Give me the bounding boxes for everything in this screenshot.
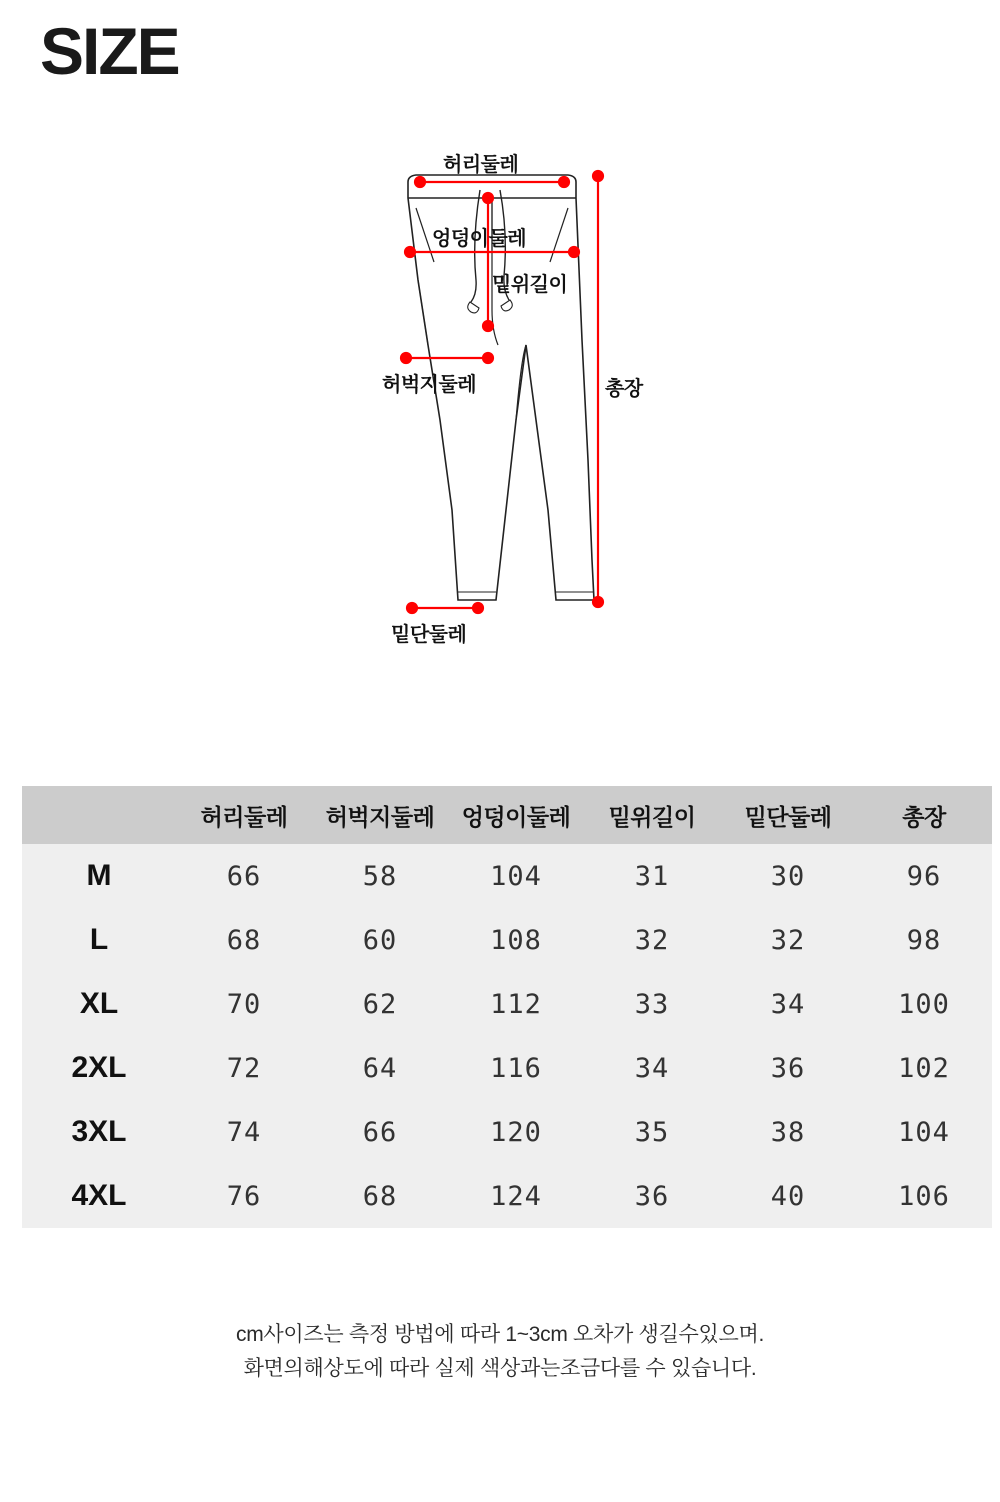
header-rise: 밑위길이 [584, 786, 720, 844]
header-thigh: 허벅지둘레 [312, 786, 448, 844]
cell-size: 2XL [71, 1051, 127, 1084]
note-line-1: cm사이즈는 측정 방법에 따라 1~3cm 오차가 생길수있으며. [236, 1323, 764, 1346]
cell-total: 106 [898, 1180, 950, 1212]
cell-total: 104 [898, 1116, 950, 1148]
cell-rise: 32 [634, 924, 670, 956]
header-hip: 엉덩이둘레 [448, 786, 584, 844]
cell-hem: 34 [770, 988, 806, 1020]
table-row [22, 1036, 992, 1100]
cell-hip: 116 [490, 1052, 542, 1084]
cell-rise: 36 [634, 1180, 670, 1212]
cell-total: 96 [906, 860, 942, 892]
cell-waist: 66 [226, 860, 262, 892]
label-waist: 허리둘레 [443, 154, 519, 176]
table-row [22, 1164, 992, 1228]
cell-rise: 31 [634, 860, 670, 892]
cell-hem: 38 [770, 1116, 806, 1148]
cell-hem: 32 [770, 924, 806, 956]
note-line-2: 화면의해상도에 따라 실제 색상과는조금다를 수 있습니다. [243, 1357, 757, 1380]
page-title: SIZE [40, 14, 179, 88]
cell-waist: 68 [226, 924, 262, 956]
cell-waist: 70 [226, 988, 262, 1020]
cell-thigh: 60 [362, 924, 398, 956]
table-row [22, 908, 992, 972]
table-header [22, 786, 992, 844]
cell-size: 3XL [71, 1115, 127, 1148]
cell-hip: 108 [490, 924, 542, 956]
cell-total: 102 [898, 1052, 950, 1084]
cell-thigh: 64 [362, 1052, 398, 1084]
header-waist: 허리둘레 [176, 786, 312, 844]
cell-rise: 34 [634, 1052, 670, 1084]
table-header-row [22, 786, 992, 844]
cell-rise: 35 [634, 1116, 670, 1148]
cell-size: M [86, 859, 112, 892]
label-total-length: 총장 [605, 378, 643, 400]
cell-waist: 74 [226, 1116, 262, 1148]
cell-waist: 76 [226, 1180, 262, 1212]
cell-thigh: 66 [362, 1116, 398, 1148]
cell-hip: 112 [490, 988, 542, 1020]
cell-size: L [89, 923, 109, 956]
label-rise: 밑위길이 [492, 274, 568, 296]
cell-size: 4XL [71, 1179, 127, 1212]
cell-rise: 33 [634, 988, 670, 1020]
label-hem: 밑단둘레 [391, 624, 467, 646]
cell-hem: 30 [770, 860, 806, 892]
cell-thigh: 68 [362, 1180, 398, 1212]
cell-hip: 120 [490, 1116, 542, 1148]
label-hip: 엉덩이둘레 [432, 228, 527, 250]
header-hem: 밑단둘레 [720, 786, 856, 844]
cell-size: XL [79, 987, 119, 1020]
table-body [22, 844, 992, 1228]
disclaimer-note [0, 1318, 1000, 1386]
cell-total: 98 [906, 924, 942, 956]
cell-hem: 36 [770, 1052, 806, 1084]
cell-thigh: 62 [362, 988, 398, 1020]
cell-thigh: 58 [362, 860, 398, 892]
cell-hem: 40 [770, 1180, 806, 1212]
cell-hip: 104 [490, 860, 542, 892]
table-row [22, 972, 992, 1036]
cell-waist: 72 [226, 1052, 262, 1084]
size-chart-table [22, 786, 992, 1228]
table-row [22, 844, 992, 908]
label-thigh: 허벅지둘레 [382, 374, 477, 396]
header-total: 총장 [856, 786, 992, 844]
header-size [22, 786, 176, 844]
cell-hip: 124 [490, 1180, 542, 1212]
cell-total: 100 [898, 988, 950, 1020]
table-row [22, 1100, 992, 1164]
